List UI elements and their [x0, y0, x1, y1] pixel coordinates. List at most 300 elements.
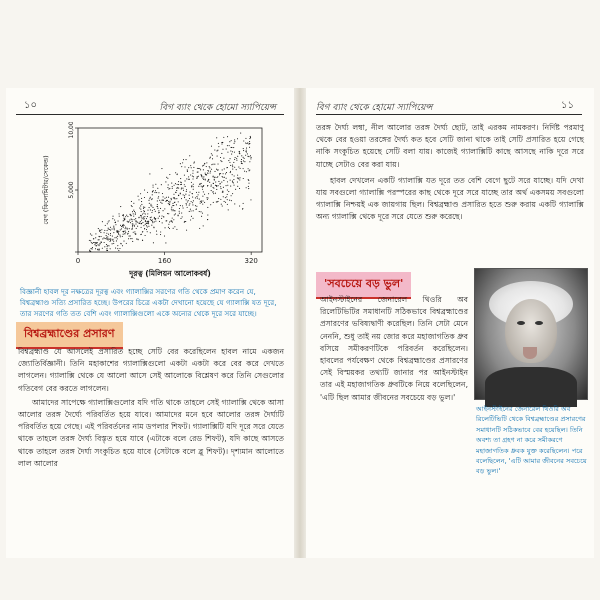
- data-point: [149, 173, 150, 174]
- data-point: [189, 195, 190, 196]
- data-point: [146, 223, 147, 224]
- data-point: [211, 153, 212, 154]
- data-point: [150, 217, 151, 218]
- data-point: [147, 216, 148, 217]
- right-body-text: [316, 122, 584, 228]
- data-point: [247, 153, 248, 154]
- data-point: [143, 217, 144, 218]
- data-point: [99, 236, 100, 237]
- data-point: [189, 205, 190, 206]
- data-point: [108, 229, 109, 230]
- data-point: [194, 161, 195, 162]
- data-point: [101, 229, 102, 230]
- data-point: [177, 187, 178, 188]
- data-point: [168, 227, 169, 228]
- data-point: [208, 171, 209, 172]
- data-point: [112, 218, 113, 219]
- data-point: [119, 248, 120, 249]
- data-point: [128, 233, 129, 234]
- data-point: [155, 211, 156, 212]
- data-point: [234, 152, 235, 153]
- data-point: [133, 232, 134, 233]
- data-point: [222, 169, 223, 170]
- data-point: [192, 170, 193, 171]
- data-point: [118, 221, 119, 222]
- photo-body: [485, 367, 577, 407]
- data-point: [100, 232, 101, 233]
- data-point: [193, 167, 194, 168]
- data-point: [175, 183, 176, 184]
- data-point: [163, 210, 164, 211]
- data-point: [233, 147, 234, 148]
- data-point: [222, 177, 223, 178]
- data-point: [174, 210, 175, 211]
- data-point: [159, 200, 160, 201]
- data-point: [234, 143, 235, 144]
- data-point: [229, 200, 230, 201]
- data-point: [99, 249, 100, 250]
- data-point: [203, 185, 204, 186]
- data-point: [129, 220, 130, 221]
- data-point: [192, 204, 193, 205]
- data-point: [235, 189, 236, 190]
- y-axis-label: বেগ (কিলোমিটার/সেকেন্ড): [42, 155, 50, 225]
- data-point: [234, 167, 235, 168]
- data-point: [117, 231, 118, 232]
- data-point: [142, 222, 143, 223]
- y-tick-label: 10,000: [68, 122, 75, 139]
- data-point: [110, 227, 111, 228]
- data-point: [232, 181, 233, 182]
- data-point: [251, 157, 252, 158]
- data-point: [172, 209, 173, 210]
- data-point: [193, 189, 194, 190]
- data-point: [178, 184, 179, 185]
- data-point: [154, 218, 155, 219]
- data-point: [232, 166, 233, 167]
- data-point: [152, 191, 153, 192]
- data-point: [132, 206, 133, 207]
- data-point: [144, 197, 145, 198]
- data-point: [110, 240, 111, 241]
- data-point: [218, 198, 219, 199]
- data-point: [210, 186, 211, 187]
- data-point: [181, 188, 182, 189]
- data-point: [210, 157, 211, 158]
- data-point: [155, 219, 156, 220]
- data-point: [191, 182, 192, 183]
- data-point: [178, 215, 179, 216]
- data-point: [182, 162, 183, 163]
- data-point: [149, 203, 150, 204]
- data-point: [200, 201, 201, 202]
- data-point: [112, 216, 113, 217]
- data-point: [166, 197, 167, 198]
- data-point: [239, 177, 240, 178]
- data-point: [158, 210, 159, 211]
- data-point: [220, 186, 221, 187]
- book-gutter: [294, 88, 306, 558]
- data-point: [134, 231, 135, 232]
- data-point: [104, 242, 105, 243]
- data-point: [94, 242, 95, 243]
- data-point: [172, 222, 173, 223]
- data-point: [95, 248, 96, 249]
- data-point: [125, 228, 126, 229]
- data-point: [213, 176, 214, 177]
- data-point: [157, 204, 158, 205]
- data-point: [192, 218, 193, 219]
- data-point: [202, 165, 203, 166]
- data-point: [203, 191, 204, 192]
- right-page: [306, 88, 594, 558]
- data-point: [146, 225, 147, 226]
- data-point: [108, 238, 109, 239]
- data-point: [237, 186, 238, 187]
- data-point: [123, 231, 124, 232]
- data-point: [160, 234, 161, 235]
- data-point: [116, 237, 117, 238]
- data-point: [158, 198, 159, 199]
- right-page-number: ১১: [561, 100, 574, 111]
- data-point: [132, 238, 133, 239]
- data-point: [99, 239, 100, 240]
- data-point: [143, 218, 144, 219]
- data-point: [237, 138, 238, 139]
- data-point: [113, 241, 114, 242]
- data-point: [179, 208, 180, 209]
- data-point: [107, 245, 108, 246]
- right-running-title: বিগ ব্যাং থেকে হোমো স্যাপিয়েন্স: [316, 103, 433, 113]
- data-point: [110, 235, 111, 236]
- data-point: [161, 168, 162, 169]
- data-point: [137, 222, 138, 223]
- data-point: [203, 179, 204, 180]
- data-point: [112, 243, 113, 244]
- data-point: [234, 175, 235, 176]
- left-page-number: ১০: [24, 100, 37, 111]
- data-point: [138, 217, 139, 218]
- data-point: [226, 178, 227, 179]
- data-point: [118, 231, 119, 232]
- data-point: [247, 156, 248, 157]
- data-point: [107, 246, 108, 247]
- data-point: [227, 145, 228, 146]
- data-point: [248, 186, 249, 187]
- data-point: [142, 240, 143, 241]
- data-point: [114, 228, 115, 229]
- data-point: [185, 180, 186, 181]
- data-point: [123, 227, 124, 228]
- data-point: [236, 160, 237, 161]
- data-point: [135, 214, 136, 215]
- data-point: [227, 152, 228, 153]
- data-point: [188, 179, 189, 180]
- data-point: [158, 192, 159, 193]
- data-point: [227, 185, 228, 186]
- data-point: [196, 206, 197, 207]
- data-point: [148, 223, 149, 224]
- data-point: [119, 216, 120, 217]
- data-point: [132, 223, 133, 224]
- data-point: [156, 192, 157, 193]
- data-point: [128, 231, 129, 232]
- data-point: [140, 221, 141, 222]
- data-point: [151, 225, 152, 226]
- data-point: [196, 209, 197, 210]
- data-point: [192, 197, 193, 198]
- data-point: [121, 243, 122, 244]
- data-point: [230, 171, 231, 172]
- data-point: [197, 177, 198, 178]
- data-point: [231, 200, 232, 201]
- data-point: [106, 248, 107, 249]
- data-point: [110, 238, 111, 239]
- data-point: [214, 164, 215, 165]
- data-point: [173, 228, 174, 229]
- data-point: [120, 236, 121, 237]
- data-point: [209, 182, 210, 183]
- data-point: [178, 195, 179, 196]
- data-point: [205, 174, 206, 175]
- data-point: [91, 235, 92, 236]
- data-point: [90, 233, 91, 234]
- data-point: [122, 225, 123, 226]
- data-point: [132, 219, 133, 220]
- photo-caption: আইনস্টাইনের জেনারেল থিওরি অব রিলেটিভিটি থেকে বিশ্বব্রহ্মাণ্ডের প্রসারণের সমাধানটি সঠিকভাবে বের হয়েছিল। তিনি অবশ্য তা গ্রহণ না করে সমীকরণে মহাজাগতিক ধ্রুবক যুক্ত করেছিলেন। পরে বলেছিলেন, 'এটি আমার জীবনের সবচেয়ে বড় ভুল।': [476, 405, 587, 476]
- data-point: [250, 155, 251, 156]
- data-point: [188, 176, 189, 177]
- data-point: [141, 211, 142, 212]
- data-point: [162, 193, 163, 194]
- data-point: [104, 230, 105, 231]
- data-point: [114, 237, 115, 238]
- data-point: [168, 201, 169, 202]
- data-point: [196, 192, 197, 193]
- data-point: [241, 163, 242, 164]
- data-point: [158, 212, 159, 213]
- data-point: [243, 150, 244, 151]
- data-point: [244, 161, 245, 162]
- data-point: [145, 235, 146, 236]
- data-point: [112, 236, 113, 237]
- data-point: [223, 187, 224, 188]
- data-point: [123, 214, 124, 215]
- data-point: [224, 201, 225, 202]
- data-point: [176, 198, 177, 199]
- data-point: [234, 159, 235, 160]
- data-point: [221, 182, 222, 183]
- data-point: [128, 222, 129, 223]
- data-point: [164, 227, 165, 228]
- data-point: [186, 230, 187, 231]
- data-point: [133, 203, 134, 204]
- data-point: [117, 230, 118, 231]
- data-point: [117, 245, 118, 246]
- data-point: [203, 176, 204, 177]
- data-point: [243, 148, 244, 149]
- data-point: [211, 164, 212, 165]
- data-point: [144, 218, 145, 219]
- data-point: [130, 238, 131, 239]
- data-point: [215, 181, 216, 182]
- data-point: [179, 213, 180, 214]
- data-point: [210, 172, 211, 173]
- data-point: [212, 158, 213, 159]
- data-point: [228, 191, 229, 192]
- data-point: [215, 185, 216, 186]
- data-point: [92, 243, 93, 244]
- data-point: [166, 200, 167, 201]
- data-point: [216, 189, 217, 190]
- data-point: [99, 249, 100, 250]
- data-point: [156, 231, 157, 232]
- data-point: [131, 201, 132, 202]
- data-point: [174, 197, 175, 198]
- data-point: [216, 137, 217, 138]
- data-point: [113, 227, 114, 228]
- x-tick-label: 160: [157, 257, 172, 265]
- data-point: [133, 213, 134, 214]
- data-point: [123, 234, 124, 235]
- data-point: [217, 201, 218, 202]
- data-point: [232, 174, 233, 175]
- data-point: [185, 186, 186, 187]
- data-point: [128, 238, 129, 239]
- data-point: [248, 183, 249, 184]
- data-point: [200, 203, 201, 204]
- data-point: [179, 211, 180, 212]
- data-point: [127, 221, 128, 222]
- data-point: [126, 215, 127, 216]
- data-point: [129, 228, 130, 229]
- data-point: [207, 207, 208, 208]
- data-point: [208, 179, 209, 180]
- data-point: [135, 223, 136, 224]
- data-point: [218, 146, 219, 147]
- data-point: [157, 206, 158, 207]
- data-point: [118, 250, 119, 251]
- data-point: [238, 178, 239, 179]
- data-point: [106, 233, 107, 234]
- data-point: [189, 198, 190, 199]
- data-point: [246, 171, 247, 172]
- data-point: [249, 170, 250, 171]
- right-paragraph-2: হাবল দেখলেন একটি গ্যালাক্সি যত দূরে তত বেশি বেগে ছুটে সরে যাচ্ছে। যদি দেখা যায় সবগুলো গ্যালাক্সি পরস্পরের কাছ থেকে দূরে সরে যাচ্ছে তার অর্থ একসময় সবগুলো গ্যালাক্সি নিশ্চয়ই এক জায়গায় ছিল। বিশ্বব্রহ্মাণ্ড প্রসারিত হতে শুরু করায় একটি গ্যালাক্সি অন্য গ্যালাক্সি থেকে দূরে সরে যেতে শুরু করেছে।: [316, 175, 584, 222]
- data-point: [207, 181, 208, 182]
- data-point: [173, 194, 174, 195]
- einstein-text: আইনস্টাইনের জেনারেল থিওরি অব রিলেটিভিটির সমাধানটি সঠিকভাবে বিশ্বব্রহ্মাণ্ডের প্রসারণের ভবিষ্যদ্বাণী করেছিল। তিনি সেটা মেনে নেননি, শুধু তাই নয় জোর করে মহাজাগতিক ধ্রুব বসিয়ে সমীকরণটিকে পরিবর্তন করেছিলেন। হাবলের পর্যবেক্ষণ থেকে বিশ্বব্রহ্মাণ্ডের প্রসারণের সেই বিস্ময়কর তথ্যটি জানার পর আইনস্টাইন তার এই মহাজাগতিক ধ্রুবটিকে নিয়ে বলেছিলেন, 'এটি ছিল আমার জীবনের সবচেয়ে বড় ভুল।': [320, 295, 468, 402]
- data-point: [116, 230, 117, 231]
- data-point: [240, 168, 241, 169]
- data-point: [147, 210, 148, 211]
- data-point: [89, 240, 90, 241]
- data-point: [146, 229, 147, 230]
- data-point: [246, 143, 247, 144]
- data-point: [192, 173, 193, 174]
- data-point: [174, 202, 175, 203]
- data-point: [206, 162, 207, 163]
- data-point: [192, 176, 193, 177]
- data-point: [245, 155, 246, 156]
- data-point: [185, 194, 186, 195]
- data-point: [148, 221, 149, 222]
- data-point: [197, 176, 198, 177]
- data-point: [225, 202, 226, 203]
- data-point: [105, 238, 106, 239]
- data-point: [167, 178, 168, 179]
- data-point: [136, 228, 137, 229]
- data-point: [201, 202, 202, 203]
- data-point: [187, 207, 188, 208]
- data-point: [231, 147, 232, 148]
- data-point: [120, 229, 121, 230]
- data-point: [160, 208, 161, 209]
- data-point: [223, 180, 224, 181]
- data-point: [230, 158, 231, 159]
- data-point: [171, 198, 172, 199]
- data-point: [207, 185, 208, 186]
- data-point: [92, 247, 93, 248]
- data-point: [234, 141, 235, 142]
- data-point: [205, 179, 206, 180]
- data-point: [219, 183, 220, 184]
- data-point: [134, 225, 135, 226]
- data-point: [222, 149, 223, 150]
- x-axis-label: দূরত্ব (মিলিয়ন আলোকবর্ষ): [129, 269, 211, 278]
- data-point: [244, 158, 245, 159]
- data-point: [220, 188, 221, 189]
- data-point: [135, 218, 136, 219]
- data-point: [243, 160, 244, 161]
- data-point: [172, 210, 173, 211]
- data-point: [206, 166, 207, 167]
- data-point: [206, 197, 207, 198]
- data-point: [232, 182, 233, 183]
- data-point: [147, 213, 148, 214]
- data-point: [144, 207, 145, 208]
- data-point: [248, 168, 249, 169]
- hubble-scatter-chart: [34, 122, 270, 282]
- data-point: [109, 220, 110, 221]
- data-point: [235, 157, 236, 158]
- data-point: [184, 175, 185, 176]
- data-point: [241, 161, 242, 162]
- data-point: [228, 209, 229, 210]
- data-point: [144, 211, 145, 212]
- data-point: [218, 143, 219, 144]
- data-point: [99, 231, 100, 232]
- data-point: [176, 188, 177, 189]
- data-point: [240, 133, 241, 134]
- data-point: [147, 226, 148, 227]
- data-point: [212, 187, 213, 188]
- data-point: [124, 225, 125, 226]
- data-point: [193, 184, 194, 185]
- data-point: [141, 198, 142, 199]
- data-point: [123, 241, 124, 242]
- data-point: [222, 205, 223, 206]
- data-point: [250, 136, 251, 137]
- data-point: [150, 209, 151, 210]
- data-point: [155, 184, 156, 185]
- data-point: [192, 178, 193, 179]
- data-point: [238, 166, 239, 167]
- data-point: [236, 169, 237, 170]
- data-point: [107, 250, 108, 251]
- data-point: [150, 232, 151, 233]
- data-point: [165, 181, 166, 182]
